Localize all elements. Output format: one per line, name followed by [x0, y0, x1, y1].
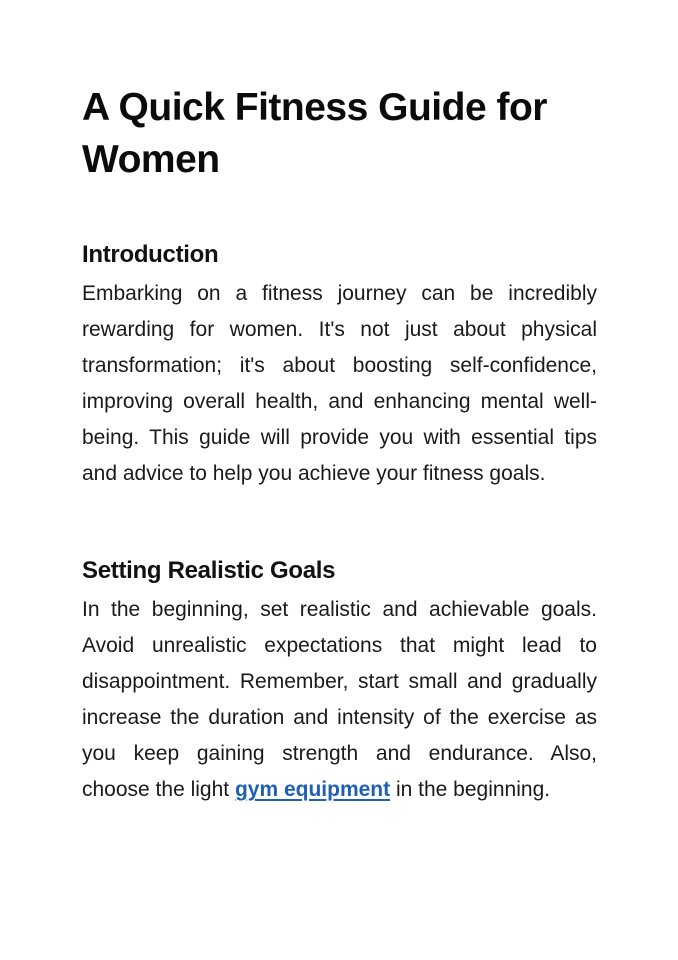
setting-goals-heading: Setting Realistic Goals [82, 557, 336, 584]
introduction-paragraph: Embarking on a fitness journey can be incredibly rewarding for women. It's not just about physical transformation; it's about boosting self-confidence, improving overall health, and enhancing mental well-being. This guide will provide you with essential tips and advice to help you achieve your fitness goals. [82, 282, 597, 485]
document-page [82, 82, 597, 808]
gym-equipment-link[interactable]: gym equipment [234, 778, 391, 801]
setting-goals-section [82, 556, 597, 808]
page-title: A Quick Fitness Guide for Women [82, 86, 547, 181]
introduction-section [82, 240, 597, 492]
setting-goals-paragraph [82, 592, 597, 808]
setting-goals-text-before-link: In the beginning, set realistic and achievable goals. Avoid unrealistic expectations that might lead to disappointment. Remember, start small and gradually increase the duration and intensity of the exercise as you keep gaining strength and endurance. Also, choose the light [82, 598, 597, 801]
setting-goals-text-after-link: in the beginning. [390, 778, 551, 801]
introduction-heading: Introduction [82, 241, 219, 268]
